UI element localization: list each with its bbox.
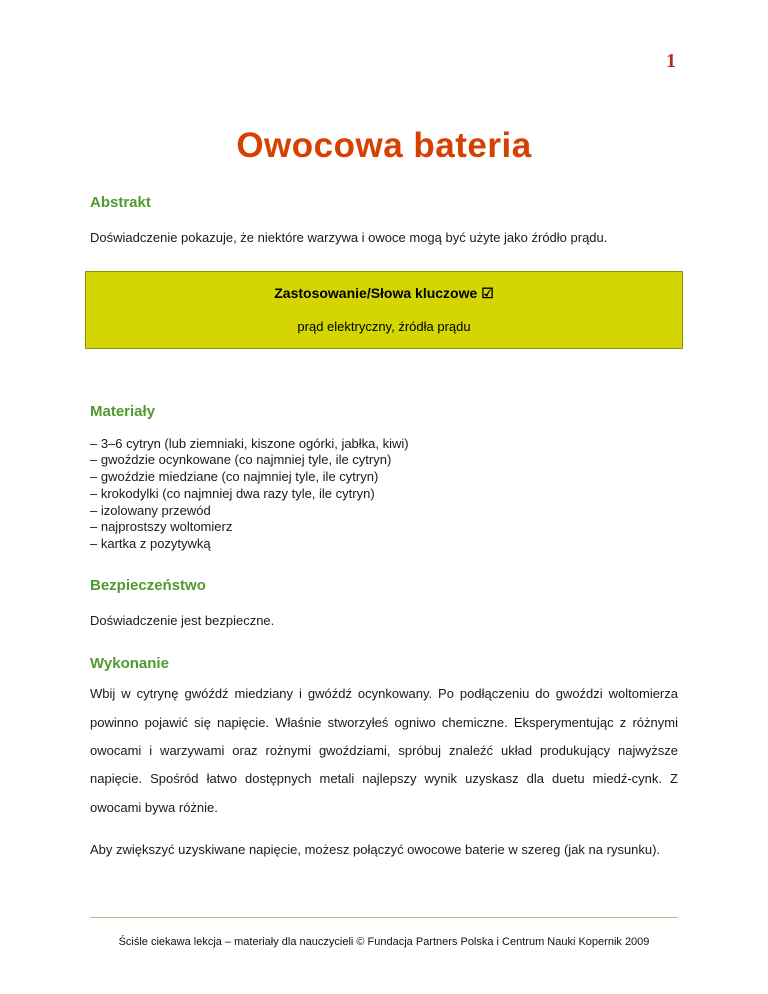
keywords-box-title [96, 285, 672, 302]
heading-abstract: Abstrakt [90, 194, 151, 211]
abstract-text: Doświadczenie pokazuje, że niektóre warzywa i owoce mogą być użyte jako źródło prądu. [90, 230, 608, 245]
keywords-box-keywords: prąd elektryczny, źródła prądu [297, 318, 471, 334]
document-title: Owocowa bateria [236, 126, 532, 165]
materials-list [90, 436, 678, 553]
list-item: – 3–6 cytryn (lub ziemniaki, kiszone ogórki, jabłka, kiwi) [90, 435, 409, 451]
keywords-box-title-text: Zastosowanie/Słowa kluczowe [274, 284, 478, 301]
page-footer [90, 917, 678, 948]
checked-checkbox-icon: ☑ [481, 284, 494, 301]
keywords-box [85, 271, 683, 349]
page-number: 1 [666, 50, 676, 72]
procedure-paragraph: Wbij w cytrynę gwóźdź miedziany i gwóźdź ocynkowany. Po podłączeniu do gwoździ woltomierza powinno pojawić się napięcie. Właśnie stworzyłeś ogniwo chemiczne. Eksperymentując z różnymi owocami i warzywami oraz rożnymi gwoździami, spróbuj znaleźć układ produkujący najwyższe napięcie. Spośród łatwo dostępnych metali najlepszy wynik uzyskasz dla duetu miedź-cynk. Z owocami bywa różnie. [90, 686, 678, 815]
footer-text: Ściśle ciekawa lekcja – materiały dla nauczycieli © Fundacja Partners Polska i Centrum Nauki Kopernik 2009 [118, 936, 650, 948]
procedure-paragraph: Aby zwiększyć uzyskiwane napięcie, możesz połączyć owocowe baterie w szereg (jak na rysunku). [90, 842, 661, 858]
safety-text: Doświadczenie jest bezpieczne. [90, 612, 275, 628]
list-item: – najprostszy woltomierz [90, 519, 233, 535]
list-item: – gwoździe miedziane (co najmniej tyle, ile cytryn) [90, 469, 379, 485]
heading-materials: Materiały [90, 402, 156, 420]
list-item: – kartka z pozytywką [90, 536, 211, 552]
list-item: – krokodylki (co najmniej dwa razy tyle, ile cytryn) [90, 485, 375, 501]
list-item: – izolowany przewód [90, 502, 211, 518]
list-item: – gwoździe ocynkowane (co najmniej tyle, ile cytryn) [90, 452, 392, 468]
heading-procedure: Wykonanie [90, 655, 169, 673]
heading-safety: Bezpieczeństwo [90, 576, 206, 594]
